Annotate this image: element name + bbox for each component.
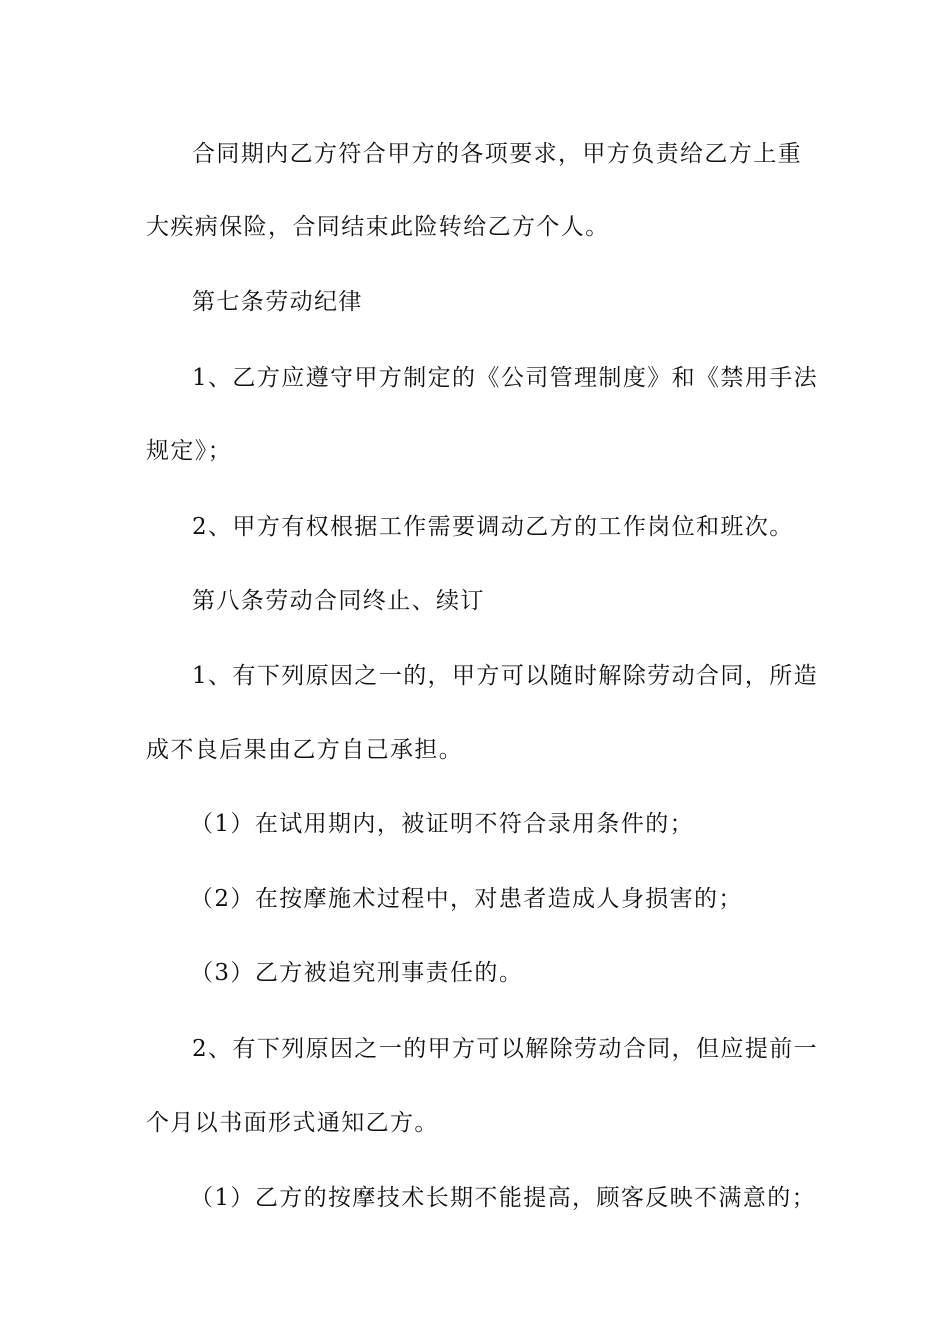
paragraph-insurance-line-2: 大疾病保险，合同结束此险转给乙方个人。 [146,214,610,240]
article-7-item-2: 2、甲方有权根据工作需要调动乙方的工作岗位和班次。 [192,514,794,540]
article-8-item-2-sub-1: （1）乙方的按摩技术长期不能提高，顾客反映不满意的； [190,1185,817,1211]
article-8-item-2-line-2: 个月以书面形式通知乙方。 [146,1110,439,1136]
article-8-item-2-line-1: 2、有下列原因之一的甲方可以解除劳动合同，但应提前一 [192,1036,819,1062]
article-8-heading: 第八条劳动合同终止、续订 [192,588,485,614]
article-7-heading: 第七条劳动纪律 [192,289,363,315]
article-7-item-1-line-2: 规定》； [146,438,233,464]
article-8-item-1-sub-2: （2）在按摩施术过程中，对患者造成人身损害的； [190,886,743,912]
paragraph-insurance-line-1: 合同期内乙方符合甲方的各项要求，甲方负责给乙方上重 [192,141,802,167]
article-8-item-1-line-2: 成不良后果由乙方自己承担。 [146,737,464,763]
article-8-item-1-line-1: 1、有下列原因之一的，甲方可以随时解除劳动合同，所造 [192,663,819,689]
article-8-item-1-sub-1: （1）在试用期内，被证明不符合录用条件的； [190,811,695,837]
article-7-item-1-line-1: 1、乙方应遵守甲方制定的《公司管理制度》和《禁用手法 [192,365,819,391]
article-8-item-1-sub-3: （3）乙方被追究刑事责任的。 [190,960,524,986]
